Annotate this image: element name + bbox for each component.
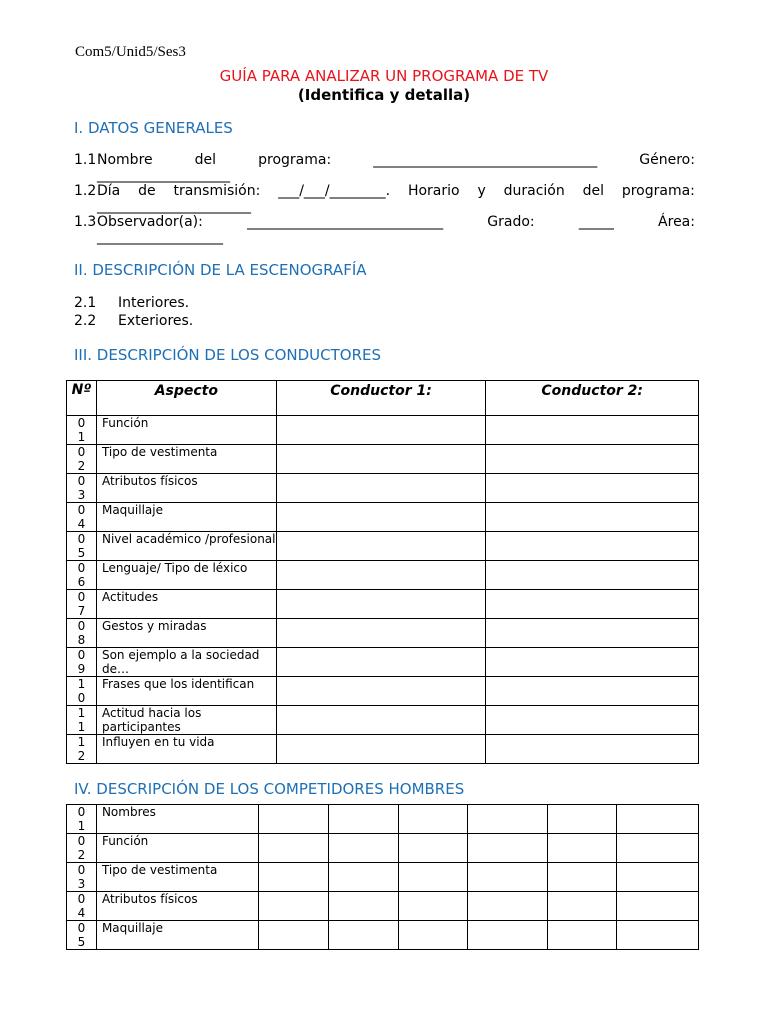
answer-cell[interactable] xyxy=(276,590,486,619)
answer-cell[interactable] xyxy=(486,503,699,532)
row-aspect: Función xyxy=(96,834,258,863)
list-item-label: Interiores. xyxy=(118,295,190,311)
table-row xyxy=(67,648,699,677)
table-row xyxy=(67,532,699,561)
row-aspect: Actitudes xyxy=(96,590,276,619)
field-word: de xyxy=(138,183,156,199)
answer-cell[interactable] xyxy=(486,416,699,445)
answer-cell[interactable] xyxy=(258,921,328,950)
table-row xyxy=(67,503,699,532)
answer-cell[interactable] xyxy=(328,805,398,834)
table-row xyxy=(67,834,699,863)
row-aspect: Función xyxy=(96,416,276,445)
field-word: Observador(a): xyxy=(97,214,203,230)
row-number: 1 1 xyxy=(67,706,97,735)
answer-cell[interactable] xyxy=(328,921,398,950)
answer-cell[interactable] xyxy=(486,590,699,619)
row-aspect: Atributos físicos xyxy=(96,474,276,503)
column-header-aspect: Aspecto xyxy=(96,381,276,416)
area-blank[interactable]: __________________ xyxy=(97,229,223,245)
field-word: programa: xyxy=(621,183,695,199)
field-word: del xyxy=(582,183,604,199)
row-number: 0 1 xyxy=(67,805,97,834)
answer-cell[interactable] xyxy=(328,834,398,863)
field-word: Horario xyxy=(407,183,460,199)
table-row xyxy=(67,474,699,503)
answer-cell[interactable] xyxy=(258,834,328,863)
row-number: 1 2 xyxy=(67,735,97,764)
row-number: 0 2 xyxy=(67,445,97,474)
answer-cell[interactable] xyxy=(486,561,699,590)
row-aspect: Nombres xyxy=(96,805,258,834)
field-word: Área: xyxy=(658,214,695,230)
field-word: Grado: xyxy=(487,214,535,230)
row-number: 0 2 xyxy=(67,834,97,863)
answer-cell[interactable] xyxy=(276,532,486,561)
answer-cell[interactable] xyxy=(486,474,699,503)
answer-cell[interactable] xyxy=(486,619,699,648)
conductors-table xyxy=(66,380,699,764)
list-item-number: 2.1 xyxy=(74,295,97,311)
answer-cell[interactable] xyxy=(617,834,699,863)
table-row xyxy=(67,416,699,445)
section-1-heading: I. DATOS GENERALES xyxy=(74,119,233,137)
row-number: 0 8 xyxy=(67,619,97,648)
row-aspect: Influyen en tu vida xyxy=(96,735,276,764)
table-row xyxy=(67,590,699,619)
column-header-conductor-1: Conductor 1: xyxy=(276,381,486,416)
table-row xyxy=(67,735,699,764)
column-header-number: Nº xyxy=(67,381,97,416)
table-row xyxy=(67,863,699,892)
list-item xyxy=(74,313,193,329)
field-number: 1.1 xyxy=(74,152,97,168)
answer-cell[interactable] xyxy=(258,892,328,921)
document-subtitle: (Identifica y detalla) xyxy=(297,86,471,104)
answer-cell[interactable] xyxy=(328,892,398,921)
row-aspect: Actitud hacia los participantes xyxy=(96,706,276,735)
table-row xyxy=(67,892,699,921)
row-aspect: Tipo de vestimenta xyxy=(96,445,276,474)
table-row xyxy=(67,706,699,735)
field-number: 1.2 xyxy=(74,183,97,199)
row-number: 0 1 xyxy=(67,416,97,445)
row-number: 0 7 xyxy=(67,590,97,619)
row-number: 1 0 xyxy=(67,677,97,706)
row-aspect: Frases que los identifican xyxy=(96,677,276,706)
table-row xyxy=(67,619,699,648)
row-number: 0 5 xyxy=(67,532,97,561)
answer-cell[interactable] xyxy=(276,503,486,532)
observer-blank[interactable]: ____________________________ xyxy=(247,214,444,230)
program-name-blank[interactable]: ________________________________ xyxy=(373,152,598,168)
document-code: Com5/Unid5/Ses3 xyxy=(75,44,186,60)
field-word: del xyxy=(194,152,217,168)
field-number: 1.3 xyxy=(74,214,97,230)
answer-cell[interactable] xyxy=(276,561,486,590)
answer-cell[interactable] xyxy=(548,805,617,834)
answer-cell[interactable] xyxy=(486,735,699,764)
answer-cell[interactable] xyxy=(486,532,699,561)
table-row xyxy=(67,921,699,950)
row-aspect: Maquillaje xyxy=(96,503,276,532)
answer-cell[interactable] xyxy=(548,892,617,921)
row-aspect: Gestos y miradas xyxy=(96,619,276,648)
answer-cell[interactable] xyxy=(617,805,699,834)
row-number: 0 4 xyxy=(67,892,97,921)
answer-cell[interactable] xyxy=(486,677,699,706)
answer-cell[interactable] xyxy=(617,892,699,921)
answer-cell[interactable] xyxy=(276,619,486,648)
row-aspect: Son ejemplo a la sociedad de… xyxy=(96,648,276,677)
row-number: 0 9 xyxy=(67,648,97,677)
answer-cell[interactable] xyxy=(398,834,468,863)
genre-blank[interactable]: ___________________ xyxy=(97,167,230,183)
row-number: 0 6 xyxy=(67,561,97,590)
answer-cell[interactable] xyxy=(258,863,328,892)
answer-cell[interactable] xyxy=(276,416,486,445)
answer-cell[interactable] xyxy=(276,445,486,474)
row-aspect: Lenguaje/ Tipo de léxico xyxy=(96,561,276,590)
answer-cell[interactable] xyxy=(276,677,486,706)
answer-cell[interactable] xyxy=(548,921,617,950)
answer-cell[interactable] xyxy=(486,445,699,474)
field-word: duración xyxy=(503,183,565,199)
answer-cell[interactable] xyxy=(486,648,699,677)
field-word: Nombre xyxy=(97,152,153,168)
table-row xyxy=(67,445,699,474)
competitors-table xyxy=(66,804,699,950)
row-number: 0 3 xyxy=(67,474,97,503)
section-2-heading: II. DESCRIPCIÓN DE LA ESCENOGRAFÍA xyxy=(74,261,367,279)
grade-blank[interactable]: _____ xyxy=(578,214,614,230)
section-4-heading: IV. DESCRIPCIÓN DE LOS COMPETIDORES HOMBRES xyxy=(74,780,465,798)
table-row xyxy=(67,805,699,834)
row-number: 0 4 xyxy=(67,503,97,532)
row-aspect: Tipo de vestimenta xyxy=(96,863,258,892)
field-word: Género: xyxy=(639,152,695,168)
answer-cell[interactable] xyxy=(486,706,699,735)
answer-cell[interactable] xyxy=(468,892,548,921)
row-number: 0 5 xyxy=(67,921,97,950)
list-item-number: 2.2 xyxy=(74,313,97,329)
answer-cell[interactable] xyxy=(398,863,468,892)
answer-cell[interactable] xyxy=(328,863,398,892)
section-3-heading: III. DESCRIPCIÓN DE LOS CONDUCTORES xyxy=(74,346,382,364)
answer-cell[interactable] xyxy=(258,805,328,834)
answer-cell[interactable] xyxy=(548,863,617,892)
answer-cell[interactable] xyxy=(398,921,468,950)
field-word: Día xyxy=(97,183,121,199)
table-row xyxy=(67,561,699,590)
date-blank[interactable]: ___/___/________. xyxy=(278,183,391,199)
field-word: programa: xyxy=(258,152,332,168)
answer-cell[interactable] xyxy=(276,648,486,677)
answer-cell[interactable] xyxy=(617,921,699,950)
list-item-label: Exteriores. xyxy=(118,313,194,329)
answer-cell[interactable] xyxy=(276,474,486,503)
answer-cell[interactable] xyxy=(398,892,468,921)
answer-cell[interactable] xyxy=(468,921,548,950)
column-header-conductor-2: Conductor 2: xyxy=(486,381,699,416)
list-item xyxy=(74,295,189,311)
table-row xyxy=(67,677,699,706)
answer-cell[interactable] xyxy=(276,706,486,735)
row-aspect: Atributos físicos xyxy=(96,892,258,921)
field-word: y xyxy=(477,183,486,199)
answer-cell[interactable] xyxy=(617,863,699,892)
answer-cell[interactable] xyxy=(468,805,548,834)
answer-cell[interactable] xyxy=(468,834,548,863)
row-aspect: Maquillaje xyxy=(96,921,258,950)
row-aspect: Nivel académico /profesional xyxy=(96,532,276,561)
row-number: 0 3 xyxy=(67,863,97,892)
answer-cell[interactable] xyxy=(276,735,486,764)
answer-cell[interactable] xyxy=(548,834,617,863)
field-word: transmisión: xyxy=(173,183,261,199)
schedule-blank[interactable]: ______________________ xyxy=(97,198,251,214)
document-title: GUÍA PARA ANALIZAR UN PROGRAMA DE TV xyxy=(219,67,549,85)
answer-cell[interactable] xyxy=(468,863,548,892)
answer-cell[interactable] xyxy=(398,805,468,834)
